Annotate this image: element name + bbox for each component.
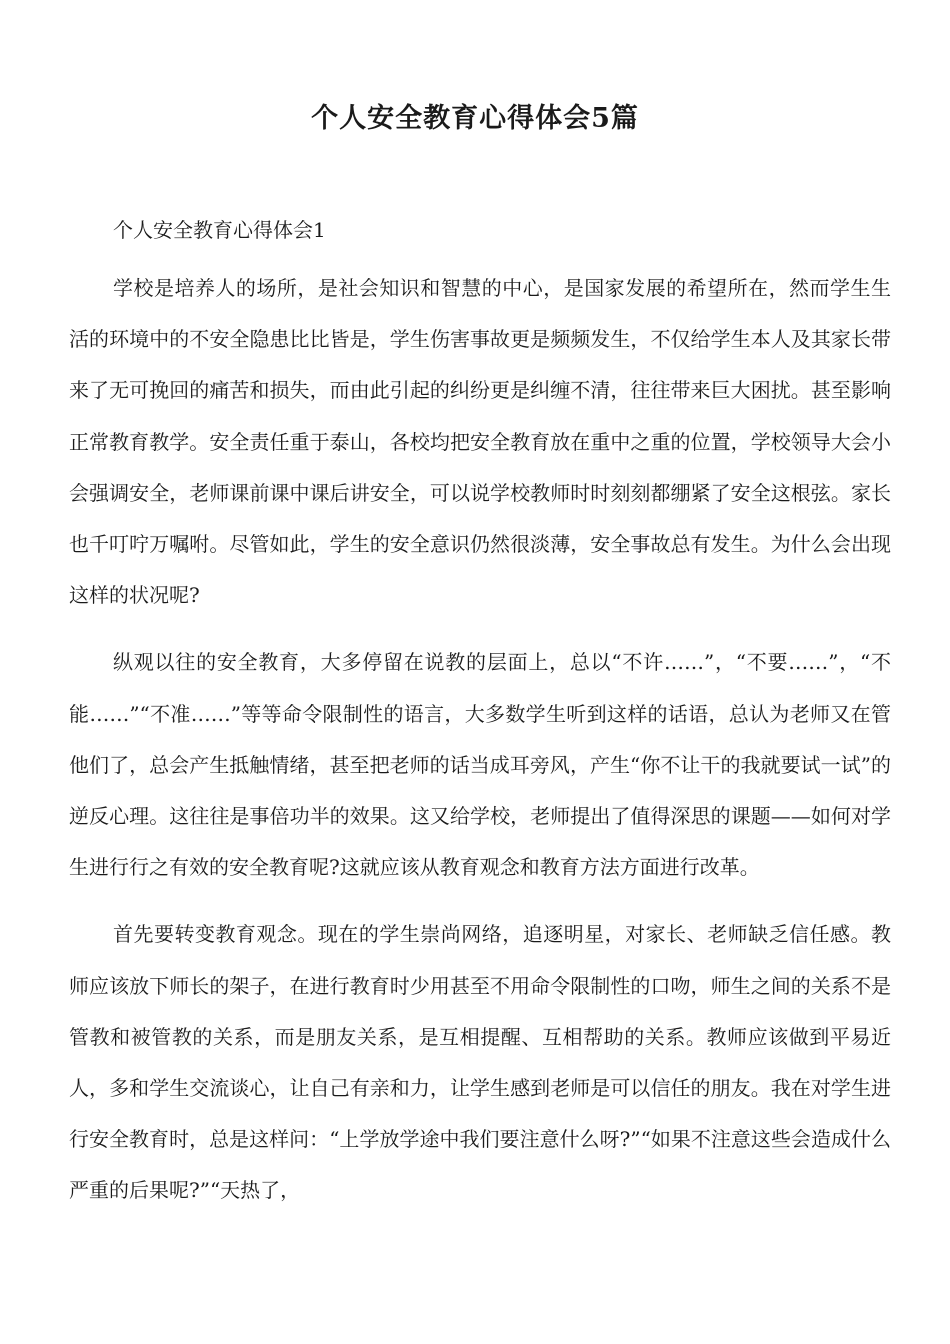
document-title: 个人安全教育心得体会5篇 (311, 103, 639, 134)
paragraph-3: 首先要转变教育观念。现在的学生崇尚网络，追逐明星，对家长、老师缺乏信任感。教师应该放下师长的架子，在进行教育时少用甚至不用命令限制性的口吻，师生之间的关系不是管教和被管教的关系，而是朋友关系，是互相提醒、互相帮助的关系。教师应该做到平易近人，多和学生交流谈心，让自己有亲和力，让学生感到老师是可以信任的朋友。我在对学生进行安全教育时，总是这样问：“上学放学途中我们要注意什么呀?”“如果不注意这些会造成什么严重的后果呢?”“天热了， (69, 922, 891, 1203)
paragraph-1: 学校是培养人的场所，是社会知识和智慧的中心，是国家发展的希望所在，然而学生生活的环境中的不安全隐患比比皆是，学生伤害事故更是频频发生，不仅给学生本人及其家长带来了无可挽回的痛苦和损失，而由此引起的纠纷更是纠缠不清，往往带来巨大困扰。甚至影响正常教育教学。安全责任重于泰山，各校均把安全教育放在重中之重的位置，学校领导大会小会强调安全，老师课前课中课后讲安全，可以说学校教师时时刻刻都绷紧了安全这根弦。家长也千叮咛万嘱咐。尽管如此，学生的安全意识仍然很淡薄，安全事故总有发生。为什么会出现这样的状况呢? (69, 276, 891, 608)
document-body (69, 213, 891, 1217)
section-heading: 个人安全教育心得体会1 (113, 218, 326, 242)
paragraph-2: 纵观以往的安全教育，大多停留在说教的层面上，总以“不许……”，“不要……”，“不能……”“不准……”等等命令限制性的语言，大多数学生听到这样的话语，总认为老师又在管他们了，总会产生抵触情绪，甚至把老师的话当成耳旁风，产生“你不让干的我就要试一试”的逆反心理。这往往是事倍功半的效果。这又给学校，老师提出了值得深思的课题——如何对学生进行行之有效的安全教育呢?这就应该从教育观念和教育方法方面进行改革。 (69, 650, 891, 880)
